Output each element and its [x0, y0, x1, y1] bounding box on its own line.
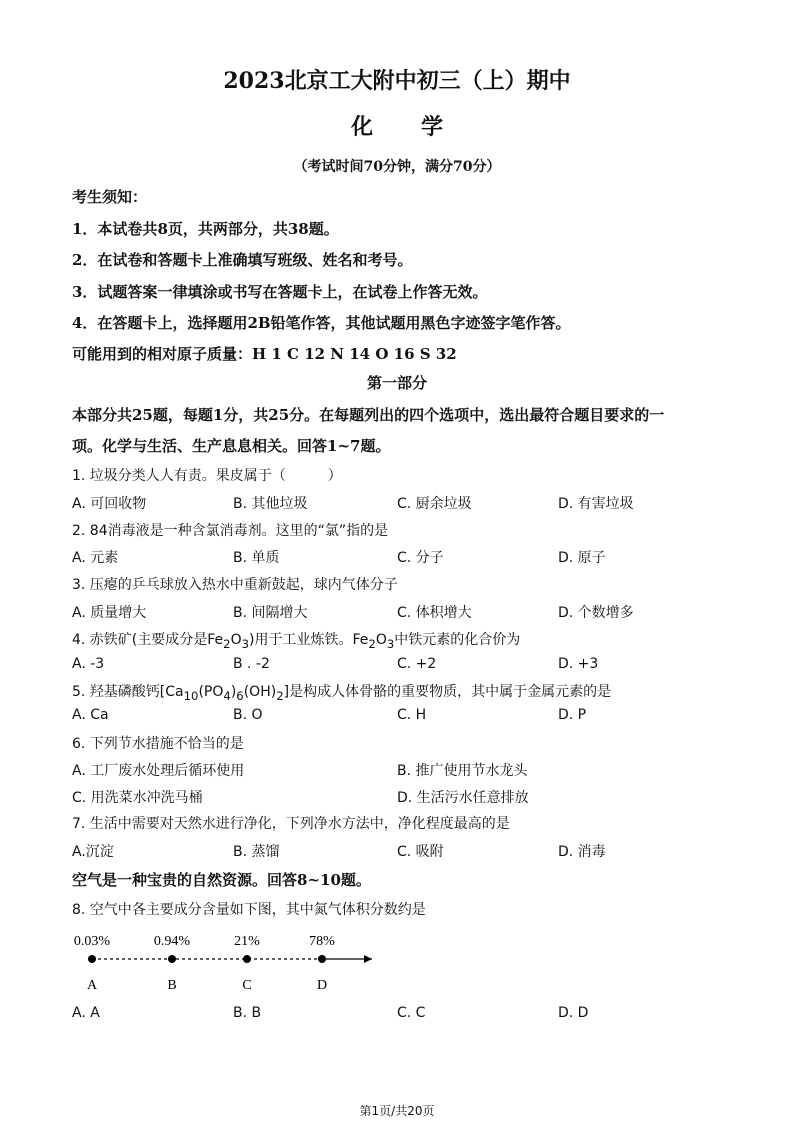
axis-arrowhead	[364, 955, 372, 963]
question-7-stem: 7. 生活中需要对天然水进行净化，下列净水方法中，净化程度最高的是	[72, 816, 510, 832]
point-letter-a: A	[86, 978, 98, 993]
q8-option-c: C. C	[397, 1005, 426, 1021]
subject-title	[0, 110, 794, 141]
q6-option-a: A. 工厂废水处理后循环使用	[72, 763, 245, 779]
point-c	[243, 955, 251, 963]
atomic-masses: 可能用到的相对原子质量：H 1 C 12 N 14 O 16 S 32	[72, 345, 457, 363]
q8-option-d: D. D	[558, 1005, 589, 1021]
q4-option-c: C. +2	[397, 656, 437, 672]
question-1-stem: 1. 垃圾分类人人有责。果皮属于（ ）	[72, 468, 342, 484]
q4-option-b: B . -2	[233, 656, 270, 672]
point-letter-b: B	[167, 978, 177, 993]
subject-char-1: 化	[350, 114, 373, 140]
q1-option-d: D. 有害垃圾	[558, 496, 634, 512]
q4-option-d: D. +3	[558, 656, 599, 672]
notice-item-4: 4．在答题卡上，选择题用2B铅笔作答，其他试题用黑色字迹签字笔作答。	[72, 314, 571, 332]
air-intro: 空气是一种宝贵的自然资源。回答8~10题。	[72, 871, 371, 889]
q5-option-c: C. H	[397, 707, 427, 723]
notice-heading: 考生须知：	[72, 188, 148, 206]
question-4-stem: 4. 赤铁矿(主要成分是$Fe_2O_3$)用于工业炼铁。$Fe_2O_3$中铁元素的化合价为	[72, 632, 521, 651]
exam-info: （考试时间70分钟，满分70分）	[293, 159, 501, 175]
q3-option-b: B. 间隔增大	[233, 605, 308, 621]
q2-option-c: C. 分子	[397, 550, 444, 566]
q7-option-b: B. 蒸馏	[233, 844, 280, 860]
q4-option-a: A. -3	[72, 656, 105, 672]
q5-option-d: D. P	[558, 707, 587, 723]
q1-option-a: A. 可回收物	[72, 496, 147, 512]
point-d	[318, 955, 326, 963]
q3-option-d: D. 个数增多	[558, 605, 634, 621]
q7-option-a: A.沉淀	[72, 844, 114, 860]
q6-option-c: C. 用洗菜水冲洗马桶	[72, 790, 203, 806]
air-composition-chart	[72, 925, 392, 1000]
question-3-stem: 3. 压瘪的乒乓球放入热水中重新鼓起，球内气体分子	[72, 577, 398, 593]
q3-option-c: C. 体积增大	[397, 605, 472, 621]
q7-option-d: D. 消毒	[558, 844, 606, 860]
q3-option-a: A. 质量增大	[72, 605, 147, 621]
point-b	[168, 955, 176, 963]
question-6-stem: 6. 下列节水措施不恰当的是	[72, 736, 244, 752]
notice-item-1: 1．本试卷共8页，共两部分，共38题。	[72, 220, 339, 238]
question-8-stem: 8. 空气中各主要成分含量如下图，其中氮气体积分数约是	[72, 902, 426, 918]
question-2-stem: 2. 84消毒液是一种含氯消毒剂。这里的“氯”指的是	[72, 523, 389, 539]
q6-option-d: D. 生活污水任意排放	[397, 790, 529, 806]
q8-option-a: A. A	[72, 1005, 100, 1021]
point-value-d: 78%	[309, 934, 335, 949]
q8-option-b: B. B	[233, 1005, 262, 1021]
point-letter-d: D	[316, 978, 328, 993]
part1-title: 第一部分	[366, 374, 427, 392]
subject-char-2: 学	[421, 114, 444, 140]
part1-intro-line2: 项。化学与生活、生产息息相关。回答1~7题。	[72, 437, 391, 455]
point-value-a: 0.03%	[73, 934, 111, 949]
q2-option-d: D. 原子	[558, 550, 606, 566]
q6-option-b: B. 推广使用节水龙头	[397, 763, 528, 779]
point-value-b: 0.94%	[153, 934, 191, 949]
q2-option-a: A. 元素	[72, 550, 119, 566]
q5-option-b: B. O	[233, 707, 263, 723]
q5-option-a: A. Ca	[72, 707, 109, 723]
q1-option-b: B. 其他垃圾	[233, 496, 308, 512]
q1-option-c: C. 厨余垃圾	[397, 496, 472, 512]
page-title: 2023北京工大附中初三（上）期中	[223, 68, 571, 94]
notice-item-2: 2．在试卷和答题卡上准确填写班级、姓名和考号。	[72, 251, 413, 269]
point-value-c: 21%	[234, 934, 260, 949]
q2-option-b: B. 单质	[233, 550, 280, 566]
point-a	[88, 955, 96, 963]
part1-intro-line1: 本部分共25题，每题1分，共25分。在每题列出的四个选项中，选出最符合题目要求的一	[72, 406, 665, 424]
notice-item-3: 3．试题答案一律填涂或书写在答题卡上，在试卷上作答无效。	[72, 283, 488, 301]
question-5-stem: 5. 羟基磷酸钙$[Ca_{10}(PO_4)_6(OH)_2]$是构成人体骨骼的重要物质，其中属于金属元素的是	[72, 684, 612, 703]
page-number: 第1页/共20页	[359, 1104, 435, 1118]
q7-option-c: C. 吸附	[397, 844, 444, 860]
point-letter-c: C	[242, 978, 252, 993]
